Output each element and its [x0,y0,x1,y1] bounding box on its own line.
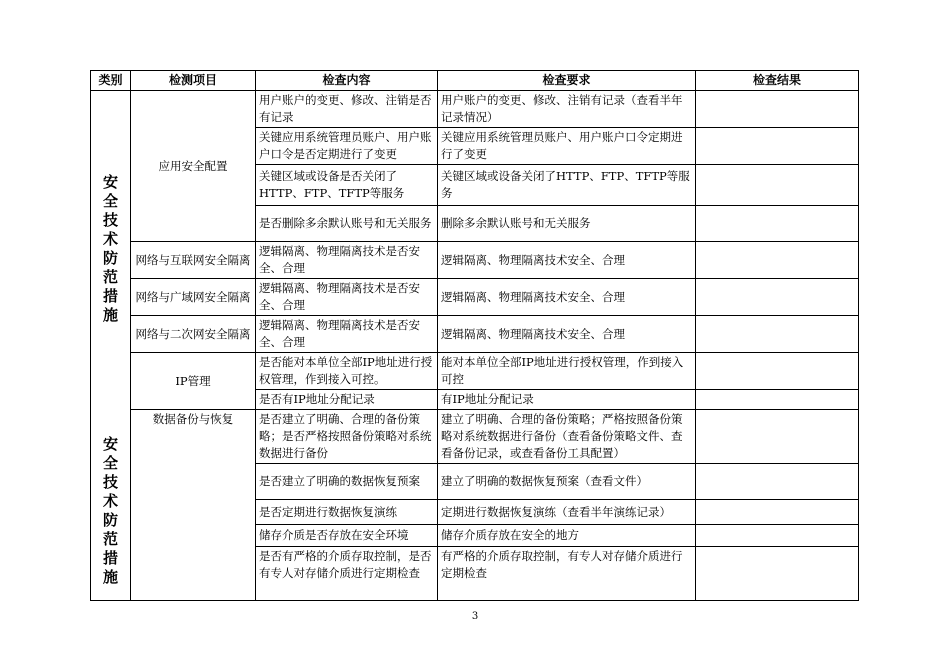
item-app-security: 应用安全配置 [131,91,256,242]
content-cell: 逻辑隔离、物理隔离技术是否安全、合理 [256,242,438,279]
content-cell: 关键应用系统管理员账户、用户账户口令是否定期进行了变更 [256,128,438,165]
table-row [91,410,859,464]
requirement-cell: 建立了明确、合理的备份策略；严格按照备份策略对系统数据进行备份（查看备份策略文件、查看备份记录，或查看备份工具配置） [438,410,696,464]
item-ip-management: IP管理 [131,353,256,410]
table-header-row [91,71,859,91]
category-label-2: 安 全 技 术 防 范 措 施 [102,435,118,586]
result-cell[interactable] [696,547,859,601]
header-category: 类别 [91,71,131,91]
header-content: 检查内容 [256,71,438,91]
check-table [90,70,859,601]
result-cell[interactable] [696,206,859,242]
table-row [91,353,859,390]
content-cell: 是否建立了明确、合理的备份策略；是否严格按照备份策略对系统数据进行备份 [256,410,438,464]
result-cell[interactable] [696,128,859,165]
item-wan-isolation: 网络与广域网安全隔离 [131,279,256,316]
category-label-1: 安 全 技 术 防 范 措 施 [102,173,118,324]
page-number: 3 [471,611,479,622]
category-cell [91,91,131,601]
requirement-cell: 储存介质存放在安全的地方 [438,525,696,547]
result-cell[interactable] [696,500,859,525]
header-result: 检查结果 [696,71,859,91]
requirement-cell: 关键应用系统管理员账户、用户账户口令定期进行了变更 [438,128,696,165]
item-data-backup: 数据备份与恢复 [131,410,256,601]
requirement-cell: 能对本单位全部IP地址进行授权管理，作到接入可控 [438,353,696,390]
content-cell: 用户账户的变更、修改、注销是否有记录 [256,91,438,128]
requirement-cell: 逻辑隔离、物理隔离技术安全、合理 [438,242,696,279]
requirement-cell: 有严格的介质存取控制，有专人对存储介质进行定期检查 [438,547,696,601]
content-cell: 是否能对本单位全部IP地址进行授权管理，作到接入可控。 [256,353,438,390]
requirement-cell: 关键区域或设备关闭了HTTP、FTP、TFTP等服务 [438,165,696,206]
result-cell[interactable] [696,91,859,128]
requirement-cell: 逻辑隔离、物理隔离技术安全、合理 [438,316,696,353]
result-cell[interactable] [696,390,859,410]
table-row [91,91,859,128]
result-cell[interactable] [696,165,859,206]
requirement-cell: 有IP地址分配记录 [438,390,696,410]
requirement-cell: 定期进行数据恢复演练（查看半年演练记录） [438,500,696,525]
result-cell[interactable] [696,525,859,547]
result-cell[interactable] [696,279,859,316]
content-cell: 是否有IP地址分配记录 [256,390,438,410]
content-cell: 逻辑隔离、物理隔离技术是否安全、合理 [256,279,438,316]
result-cell[interactable] [696,464,859,500]
requirement-cell: 建立了明确的数据恢复预案（查看文件） [438,464,696,500]
content-cell: 是否建立了明确的数据恢复预案 [256,464,438,500]
table-row [91,242,859,279]
content-cell: 逻辑隔离、物理隔离技术是否安全、合理 [256,316,438,353]
result-cell[interactable] [696,410,859,464]
result-cell[interactable] [696,353,859,390]
content-cell: 关键区域或设备是否关闭了HTTP、FTP、TFTP等服务 [256,165,438,206]
content-cell: 是否删除多余默认账号和无关服务 [256,206,438,242]
requirement-cell: 删除多余默认账号和无关服务 [438,206,696,242]
content-cell: 是否有严格的介质存取控制，是否有专人对存储介质进行定期检查 [256,547,438,601]
requirement-cell: 用户账户的变更、修改、注销有记录（查看半年记录情况） [438,91,696,128]
requirement-cell: 逻辑隔离、物理隔离技术安全、合理 [438,279,696,316]
table-row [91,316,859,353]
result-cell[interactable] [696,242,859,279]
content-cell: 是否定期进行数据恢复演练 [256,500,438,525]
item-secondary-isolation: 网络与二次网安全隔离 [131,316,256,353]
header-requirement: 检查要求 [438,71,696,91]
table-row [91,279,859,316]
content-cell: 储存介质是否存放在安全环境 [256,525,438,547]
result-cell[interactable] [696,316,859,353]
header-item: 检测项目 [131,71,256,91]
item-internet-isolation: 网络与互联网安全隔离 [131,242,256,279]
